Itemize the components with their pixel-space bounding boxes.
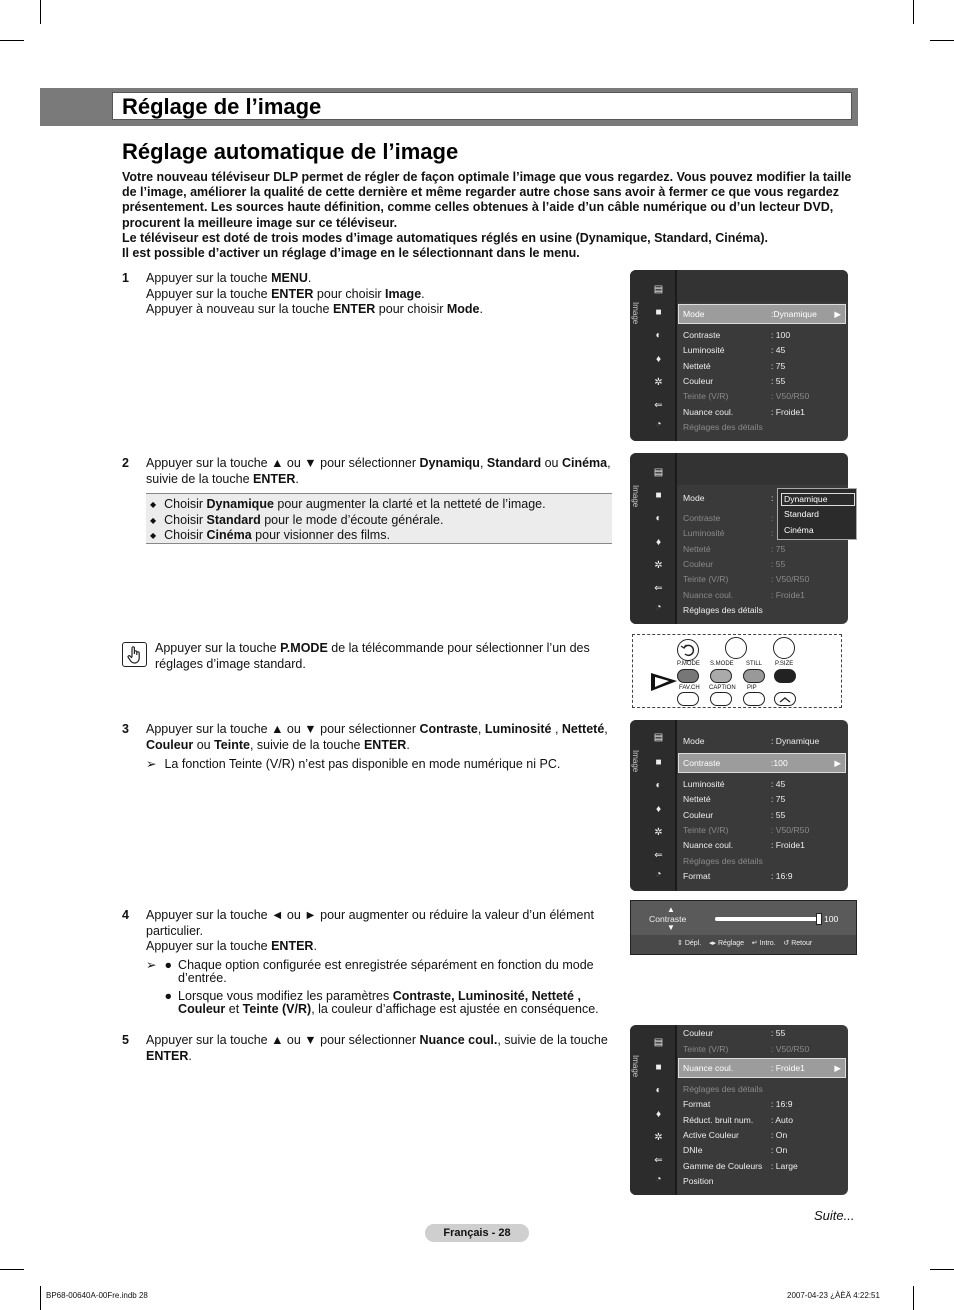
support-menu-icon: ◔ xyxy=(655,869,662,880)
pmode-button[interactable] xyxy=(677,669,699,683)
menu-category-label: Image xyxy=(631,750,640,773)
menu-category-label: Image xyxy=(631,1055,640,1078)
menu-item[interactable]: Couleur : 55 xyxy=(683,558,786,569)
note-arrow-icon: ➢ xyxy=(146,757,157,771)
menu-category-label: Image xyxy=(631,485,640,508)
section-title: Réglage automatique de l’image xyxy=(122,139,459,164)
menu-item[interactable]: Luminosité : 45 xyxy=(683,779,786,789)
setup-menu-icon: ✲ xyxy=(654,827,663,838)
picture-menu-icon: ▤ xyxy=(653,732,664,743)
list-item: ◆ Choisir Cinéma pour visionner des films. xyxy=(150,528,390,542)
menu-item[interactable]: Netteté : 75 xyxy=(683,360,786,371)
remote-control-illustration xyxy=(632,634,842,708)
step-3-text: Appuyer sur la touche ▲ ou ▼ pour sélectionner Contraste, Luminosité , Netteté, Couleur ou Teinte, suivie de la touche ENTER. ➢ La fonction Teinte (V/R) n’est pas disponible en mode numérique ni PC. xyxy=(146,722,608,771)
crop-mark xyxy=(913,1286,914,1310)
menu-item[interactable]: Teinte (V/R) : V50/R50 xyxy=(683,574,810,585)
channel-menu-icon: ♦ xyxy=(655,804,662,815)
step-number: 5 xyxy=(122,1033,129,1047)
dropdown-option[interactable]: Dynamique xyxy=(781,493,855,506)
menu-item[interactable]: Gamme de Couleurs : Large xyxy=(683,1160,798,1171)
menu-item-mode[interactable]: Mode : xyxy=(683,493,774,503)
menu-item[interactable]: Nuance coul. : Froide1 xyxy=(683,840,805,851)
pointer-arrow-icon xyxy=(649,669,679,695)
crop-mark xyxy=(0,1269,24,1270)
menu-item-nuance[interactable]: Nuance coul. : Froide1 ▶ xyxy=(678,1058,846,1078)
setup-menu-icon: ✲ xyxy=(654,560,663,571)
button-label: S.MODE xyxy=(710,661,734,667)
crop-mark xyxy=(930,40,954,41)
menu-item[interactable]: Luminosité : 45 xyxy=(683,345,786,356)
intro-text xyxy=(122,170,862,261)
picture-menu-icon: ▤ xyxy=(653,284,664,295)
slider-handle[interactable] xyxy=(816,913,822,925)
button-label: CAPTION xyxy=(709,685,736,691)
right-arrow-icon: ▶ xyxy=(834,1063,841,1073)
menu-item[interactable]: Teinte (V/R) : V50/R50 xyxy=(683,824,810,835)
image-menu-icon: ■ xyxy=(655,307,662,318)
crop-mark xyxy=(40,0,41,24)
crop-mark xyxy=(913,0,914,24)
channel-menu-icon: ♦ xyxy=(655,1109,662,1120)
input-menu-icon: ⇐ xyxy=(654,850,663,861)
return-button[interactable] xyxy=(677,639,699,661)
remote-hand-icon xyxy=(122,642,147,667)
menu-item[interactable]: Couleur : 55 xyxy=(683,809,786,820)
right-arrow-icon: ▶ xyxy=(834,309,841,319)
note-arrow-icon: ➢ xyxy=(146,957,157,972)
menu-item-contraste[interactable]: Contraste :100 ▶ xyxy=(678,753,846,773)
menu-category-label: Image xyxy=(631,302,640,325)
page-title: Réglage de l’image xyxy=(122,94,322,119)
continued-label: Suite... xyxy=(814,1208,855,1223)
menu-item[interactable]: Format : 16:9 xyxy=(683,1099,793,1110)
menu-item[interactable]: Réglages des détails xyxy=(683,1084,763,1094)
favch-button[interactable] xyxy=(677,692,699,706)
menu-item[interactable]: Nuance coul. : Froide1 xyxy=(683,589,805,600)
input-menu-icon: ⇐ xyxy=(654,583,663,594)
tv-menu-screen-3 xyxy=(630,720,848,891)
caption-button[interactable] xyxy=(710,692,732,706)
menu-item[interactable]: Teinte (V/R) : V50/R50 xyxy=(683,391,810,402)
step-number: 1 xyxy=(122,271,129,285)
enter-icon: ↵ xyxy=(751,940,758,947)
up-arrow-icon: ▲ xyxy=(667,905,675,914)
page-number: Français - 28 xyxy=(425,1224,529,1242)
step-2-text: Appuyer sur la touche ▲ ou ▼ pour sélectionner Dynamiqu, Standard ou Cinéma, suivie de la touche ENTER. xyxy=(146,456,611,486)
button-label: P.SIZE xyxy=(775,661,794,667)
channel-up-button[interactable] xyxy=(774,692,796,706)
button-label: PIP xyxy=(747,685,757,691)
button-label: STILL xyxy=(746,661,763,667)
step-number: 3 xyxy=(122,722,129,736)
tv-menu-screen-4 xyxy=(630,1025,848,1195)
leftright-icon: ◂▸ xyxy=(708,940,716,947)
support-menu-icon: ◔ xyxy=(655,419,662,430)
remote-round-button[interactable] xyxy=(773,637,795,659)
intro-paragraph: Il est possible d’activer un réglage d’image en le sélectionnant dans le menu. xyxy=(122,246,580,261)
button-label: P.MODE xyxy=(677,661,700,667)
menu-item[interactable]: Réglages des détails xyxy=(683,855,763,866)
pip-button[interactable] xyxy=(743,692,765,706)
sound-menu-icon: ◐ xyxy=(655,330,662,341)
menu-item[interactable]: Netteté : 75 xyxy=(683,543,786,554)
intro-paragraph: Votre nouveau téléviseur DLP permet de régler de façon optimale l’image que vous regardez. Vous pouvez modifier la taille de l’image, améliorer la qualité de cette dernière et même regarder autre chose sans avoir à fermer ce que vous regardez présentement. Les sources haute définition, comme celles obtenues à l’aide d’un câble numérique ou d’un lecteur DVD, procurent la meilleure image sur ce téléviseur. xyxy=(122,170,852,230)
sound-menu-icon: ◐ xyxy=(655,513,662,524)
picture-menu-icon: ▤ xyxy=(653,1037,664,1048)
menu-item[interactable]: Contraste : 100 xyxy=(683,330,791,340)
still-button[interactable] xyxy=(743,669,765,683)
menu-item[interactable]: Couleur : 55 xyxy=(683,375,786,386)
slider-fill xyxy=(715,917,819,921)
input-menu-icon: ⇐ xyxy=(654,1155,663,1166)
menu-item[interactable]: Couleur : 55 xyxy=(683,1028,786,1038)
down-arrow-icon: ▼ xyxy=(667,923,675,932)
setup-menu-icon: ✲ xyxy=(654,1132,663,1143)
dropdown-option[interactable]: Cinéma xyxy=(784,525,814,535)
step-1-text: Appuyer sur la touche MENU. Appuyer sur la touche ENTER pour choisir Image. Appuyer à nouveau sur la touche ENTER pour choisir Mode. xyxy=(146,271,483,316)
menu-item[interactable]: Réglages des détails xyxy=(683,421,763,432)
psize-button[interactable] xyxy=(774,669,796,683)
step-4-text: Appuyer sur la touche ◄ ou ► pour augmenter ou réduire la valeur d’un élément particulier. Appuyer sur la touche ENTER. ➢ ● Chaque option configurée est enregistrée séparément en fonction du mode d’entrée. ● Lorsque vous modifiez les paramètres Contraste, Luminosité, Netteté , Couleur et Teinte (V/R), la couleur d’affichage est ajustée en conséquence. xyxy=(146,908,599,1016)
return-icon: ↺ xyxy=(783,940,790,947)
image-menu-icon: ■ xyxy=(655,757,662,768)
menu-item[interactable]: Réduct. bruit num. : Auto xyxy=(683,1114,793,1125)
remote-round-button[interactable] xyxy=(725,637,747,659)
updown-icon: ⇕ xyxy=(677,940,683,947)
mode-bullet-list xyxy=(146,493,612,544)
print-date: 2007-04-23 ¿ÀÈÄ 4:22:51 xyxy=(787,1291,880,1300)
menu-item[interactable]: Luminosité : xyxy=(683,528,774,539)
hint-bar: ⇕ Dépl. ◂▸ Réglage ↵ Intro. ↺ Retour xyxy=(677,940,813,947)
channel-menu-icon: ♦ xyxy=(655,537,662,548)
list-item: ◆ Choisir Standard pour le mode d’écoute générale. xyxy=(150,512,444,527)
menu-item[interactable]: Netteté : 75 xyxy=(683,794,786,805)
support-menu-icon: ◔ xyxy=(655,602,662,613)
menu-item[interactable]: DNIe : On xyxy=(683,1145,788,1156)
file-info: BP68-00640A-00Fre.indb 28 xyxy=(46,1291,148,1300)
slider-label: Contraste xyxy=(649,914,687,924)
menu-item[interactable]: Réglages des détails xyxy=(683,604,763,615)
sound-menu-icon: ◐ xyxy=(655,1085,662,1096)
picture-menu-icon: ▤ xyxy=(653,467,664,478)
button-label: FAV.CH xyxy=(679,685,700,691)
setup-menu-icon: ✲ xyxy=(654,377,663,388)
menu-item[interactable]: Teinte (V/R) : V50/R50 xyxy=(683,1044,810,1054)
step-5-text: Appuyer sur la touche ▲ ou ▼ pour sélectionner Nuance coul., suivie de la touche ENTER. xyxy=(146,1033,608,1063)
menu-item[interactable]: Nuance coul. : Froide1 xyxy=(683,406,805,417)
contrast-slider-panel xyxy=(630,900,857,955)
support-menu-icon: ◔ xyxy=(655,1174,662,1185)
slider-track[interactable] xyxy=(715,917,819,921)
right-arrow-icon: ▶ xyxy=(834,758,841,768)
intro-paragraph: Le téléviseur est doté de trois modes d’image automatiques réglés en usine (Dynamique, Standard, Cinéma). xyxy=(122,230,769,245)
menu-item[interactable]: Format : 16:9 xyxy=(683,870,793,881)
menu-item[interactable]: Position xyxy=(683,1175,714,1186)
menu-item[interactable]: Active Couleur : On xyxy=(683,1129,788,1140)
image-menu-icon: ■ xyxy=(655,490,662,501)
step-number: 2 xyxy=(122,456,129,470)
image-menu-icon: ■ xyxy=(655,1062,662,1073)
mode-dropdown[interactable] xyxy=(777,488,857,540)
menu-item-mode[interactable]: Mode : Dynamique xyxy=(683,736,820,746)
tv-menu-screen-1 xyxy=(630,270,848,441)
dropdown-option[interactable]: Standard xyxy=(784,509,819,519)
crop-mark xyxy=(40,1286,41,1310)
slider-value: 100 xyxy=(824,914,839,924)
step-number: 4 xyxy=(122,908,129,922)
menu-item-mode[interactable]: Mode :Dynamique ▶ xyxy=(678,304,846,324)
smode-button[interactable] xyxy=(710,669,732,683)
channel-menu-icon: ♦ xyxy=(655,354,662,365)
menu-item[interactable]: Contraste : xyxy=(683,513,774,523)
list-item: ◆ Choisir Dynamique pour augmenter la clarté et la netteté de l’image. xyxy=(150,497,546,511)
sound-menu-icon: ◐ xyxy=(655,780,662,791)
input-menu-icon: ⇐ xyxy=(654,400,663,411)
crop-mark xyxy=(930,1269,954,1270)
memo-text: Appuyer sur la touche P.MODE de la télécommande pour sélectionner l’un des réglages d’image standard. xyxy=(155,641,590,671)
crop-mark xyxy=(0,40,24,41)
